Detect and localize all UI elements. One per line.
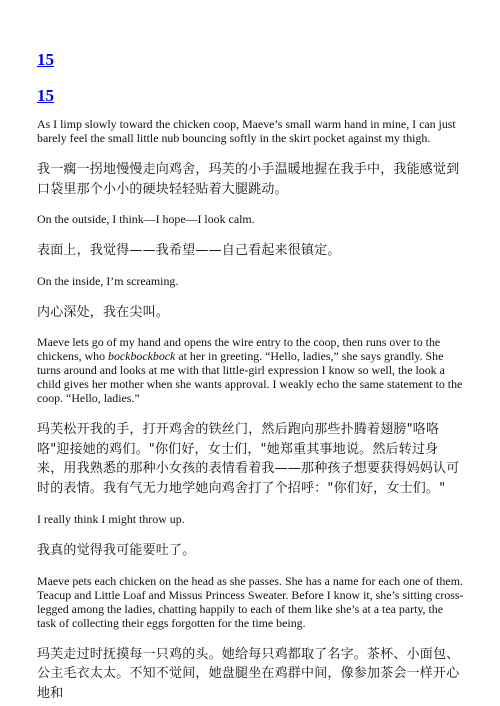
paragraph-en-1: As I limp slowly toward the chicken coop, Maeve’s small warm hand in mine, I can just barely feel the small little nub bouncing softly in the skirt pocket against my thigh. <box>37 117 456 145</box>
paragraph-en-4-italic: bockbockbock <box>108 349 176 363</box>
paragraph-zh-1: 我一瘸一拐地慢慢走向鸡舍，玛芙的小手温暖地握在我手中，我能感觉到口袋里那个小小的硬块轻轻贴着大腿跳动。 <box>37 162 460 197</box>
paragraph-zh-3: 内心深处，我在尖叫。 <box>37 304 170 320</box>
paragraph-en-4-part-1: Maeve lets go of my hand and opens the wire entry to the coop, then runs over to the chickens, who <box>37 335 441 363</box>
paragraph-en-6: Maeve pets each chicken on the head as she passes. She has a name for each one of them. Teacup and Little Loaf and Missus Princess Sweater. Before I know it, she’s sitting cross-legged among the ladies, chatting happily to each of them like she’s at a tea party, the task of collecting their eggs forgotten for the time being. <box>37 573 464 630</box>
paragraph-en-5: I really think I might throw up. <box>37 512 185 526</box>
chapter-heading-link[interactable]: 15 <box>37 50 54 69</box>
paragraph-en-2: On the outside, I think—I hope—I look calm. <box>37 212 255 226</box>
chapter-number-link[interactable]: 15 <box>37 86 54 105</box>
paragraph-zh-6: 玛芙走过时抚摸每一只鸡的头。她给每只鸡都取了名字。茶杯、小面包、公主毛衣太太。不知不觉间，她盘腿坐在鸡群中间，像参加茶会一样开心地和 <box>37 646 460 701</box>
paragraph-zh-5: 我真的觉得我可能要吐了。 <box>37 543 196 558</box>
paragraph-en-4-part-2: at her in greeting. “Hello, ladies,” she says grandly. She turns around and looks at me with that little-girl expression I know so well, the look a child gives her mother when she wants approval. I weakly echo the same statement to the coop. “Hello, ladies.” <box>37 349 463 405</box>
paragraph-zh-2: 表面上，我觉得——我希望——自己看起来很镇定。 <box>37 243 341 258</box>
paragraph-zh-4: 玛芙松开我的手，打开鸡舍的铁丝门，然后跑向那些扑腾着翅膀"咯咯咯"迎接她的鸡们。"你们好，女士们，"她郑重其事地说。然后转过身来，用我熟悉的那种小女孩的表情看着我——那种孩子想要获得妈妈认可时的表情。我有气无力地学她向鸡舍打了个招呼："你们好，女士们。" <box>37 422 460 496</box>
paragraph-en-4 <box>37 335 464 405</box>
paragraph-en-3: On the inside, I’m screaming. <box>37 273 179 288</box>
